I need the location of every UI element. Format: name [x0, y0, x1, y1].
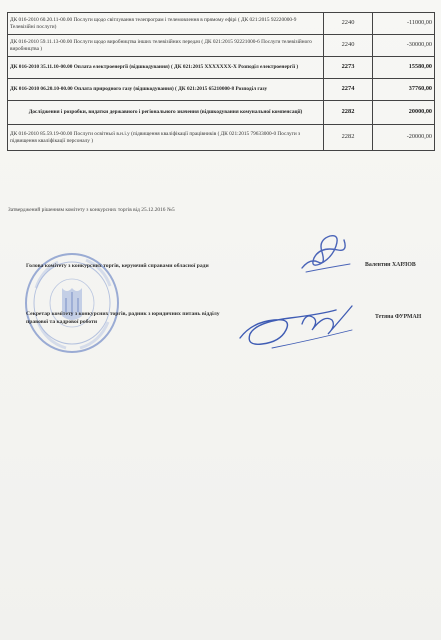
row-description: ДК 016-2010 85.59.19-00.00 Послуги освітньої в.н.і.у (підвищення кваліфікації працівників ( ДК 021:2015 79633000-0 Послуги з підвищення кваліфікації персоналу ): [8, 125, 324, 151]
secretary-role-line2: правової та кадрової роботи: [26, 319, 98, 325]
row-description: ДК 016-2010 06.20.10-00.00 Оплата природного газу (відшкодування) ( ДК 021:2015 65210000-8 Розподіл газу: [8, 79, 324, 101]
row-amount: -30000,00: [373, 35, 435, 57]
table-row: [8, 79, 435, 101]
row-kekv-code: 2273: [324, 57, 373, 79]
secretary-role-line1: Секретар комітету з конкурсних торгів, радник з юридичних питань відділу: [26, 311, 220, 317]
row-amount: 37760,00: [373, 79, 435, 101]
row-description: Дослідження і розробки, видатки державного і регіонального значення (відшкодування комунальної компенсації): [8, 101, 324, 125]
table-row: [8, 57, 435, 79]
row-kekv-code: 2240: [324, 13, 373, 35]
row-amount: 15580,00: [373, 57, 435, 79]
table-row: [8, 13, 435, 35]
row-kekv-code: 2282: [324, 125, 373, 151]
row-description: ДК 016-2010 59.11.13-00.00 Послуги щодо виробництва інших телевізійних передач ( ДК 021:2015 92221000-6 Послуги телевізійного виробництва ): [8, 35, 324, 57]
row-kekv-code: 2282: [324, 101, 373, 125]
procurement-table: [7, 12, 435, 151]
approval-note: Затверджений рішенням комітету з конкурсних торгів від 25.12.2016 №5: [8, 207, 175, 213]
table-row: [8, 101, 435, 125]
row-amount: 20000,00: [373, 101, 435, 125]
row-kekv-code: 2274: [324, 79, 373, 101]
secretary-name: Тетяна ФУРМАН: [375, 314, 422, 320]
secretary-signature: [232, 300, 362, 352]
row-amount: -20000,00: [373, 125, 435, 151]
row-description: ДК 016-2010 60.20.11-00.00 Послуги щодо світлування телепрограм і телемовлення в прямому ефірі ( ДК 021:2015 92220000-9 Телевізійні послуги): [8, 13, 324, 35]
table-row: [8, 125, 435, 151]
row-description: ДК 016-2010 35.11.10-00.00 Оплата електроенергії (відшкодування) ( ДК 021:2015 ХХХХХХХ-Х Розподіл електроенергії ): [8, 57, 324, 79]
chairman-signature: [296, 228, 356, 276]
chairman-name: Валентин ХАРЛОВ: [365, 262, 416, 268]
row-amount: -11000,00: [373, 13, 435, 35]
row-kekv-code: 2240: [324, 35, 373, 57]
table-row: [8, 35, 435, 57]
chairman-role: Голова комітету з конкурсних торгів, керуючий справами обласної ради: [26, 263, 209, 269]
